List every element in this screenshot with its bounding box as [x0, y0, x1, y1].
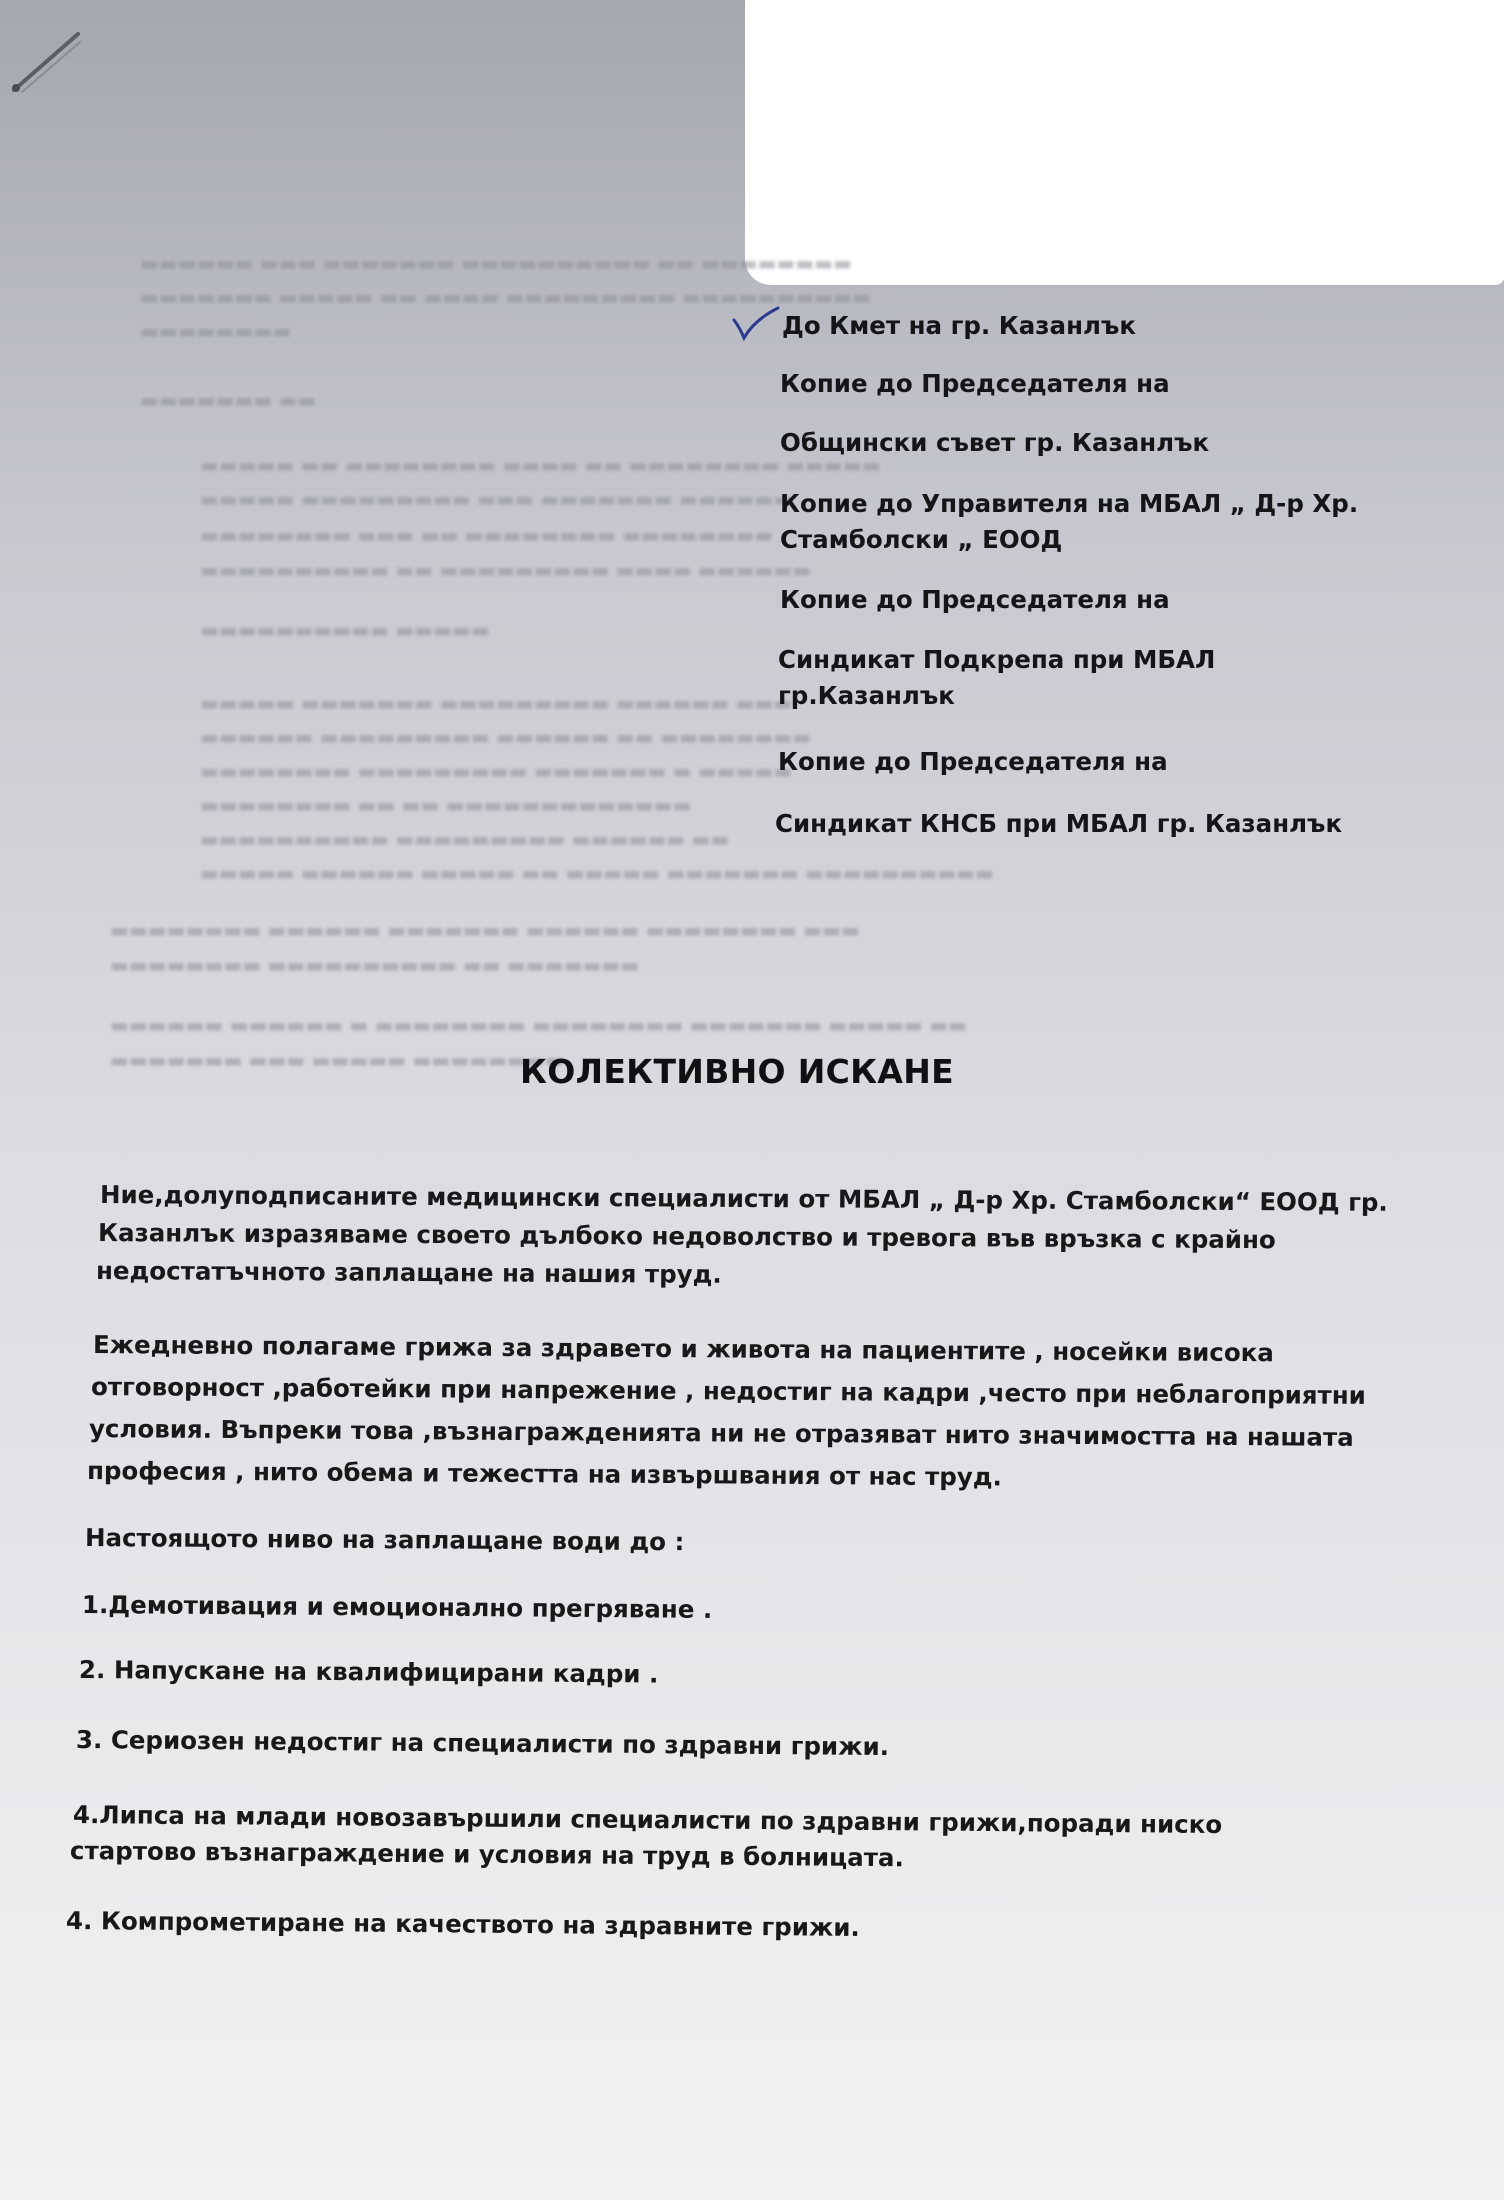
show-through-line: ▬▬▬▬▬▬▬▬ ▬▬▬▬▬▬▬▬▬ ▬▬▬▬▬▬▬ ▬ ▬▬▬▬▬	[200, 759, 793, 783]
show-through-line: ▬▬▬▬▬▬▬▬ ▬▬▬▬▬▬ ▬▬▬▬▬▬▬ ▬▬▬▬▬▬ ▬▬▬▬▬▬▬▬ ▬▬▬	[110, 918, 860, 942]
addressee-copy-4: Копие до Председателя на	[778, 747, 1168, 776]
addressee-mayor: До Кмет на гр. Казанлък	[782, 311, 1136, 340]
paragraph-1-line: недостатъчното заплащане на нашия труд.	[95, 1256, 722, 1289]
show-through-line: ▬▬▬▬▬▬▬▬ ▬▬ ▬▬ ▬▬▬▬▬▬▬▬▬▬▬▬▬	[200, 793, 692, 817]
show-through-line: ▬▬▬▬▬▬▬ ▬▬	[140, 388, 317, 412]
addressee-podkrepa: Синдикат Подкрепа при МБАЛ	[778, 645, 1216, 674]
consequence-item: 3. Сериозен недостиг на специалисти по здравни грижи.	[75, 1725, 890, 1762]
paragraph-2-line: професия , нито обема и тежестта на извършвания от нас труд.	[86, 1456, 1003, 1492]
show-through-line: ▬▬▬▬▬▬▬▬	[140, 319, 292, 343]
paragraph-1-line: Ние,долуподписаните медицински специалисти от МБАЛ „ Д-р Хр. Стамболски“ ЕООД гр.	[99, 1180, 1388, 1217]
show-through-line: ▬▬▬▬▬▬▬▬ ▬▬▬▬▬▬▬▬▬▬ ▬▬ ▬▬▬▬▬▬▬	[110, 953, 640, 977]
consequence-item: 4.Липса на млади новозавършили специалисти по здравни грижи,поради ниско	[72, 1800, 1223, 1840]
consequence-item: 2. Напускане на квалифицирани кадри .	[78, 1655, 659, 1689]
show-through-line: ▬▬▬▬▬▬ ▬▬▬▬▬▬ ▬ ▬▬▬▬▬▬▬▬ ▬▬▬▬▬▬▬▬ ▬▬▬▬▬▬▬ ▬▬▬▬▬ ▬▬	[110, 1013, 968, 1037]
addressee-knsb: Синдикат КНСБ при МБАЛ гр. Казанлък	[775, 809, 1343, 838]
show-through-line: ▬▬▬▬▬▬ ▬▬▬ ▬▬▬▬▬▬▬ ▬▬▬▬▬▬▬▬▬▬ ▬▬ ▬▬▬▬▬▬▬▬	[140, 251, 853, 275]
show-through-line: ▬▬▬▬▬ ▬▬ ▬▬▬▬▬▬▬▬ ▬▬▬▬ ▬▬ ▬▬▬▬▬▬▬▬ ▬▬▬▬▬	[200, 453, 881, 477]
show-through-line: ▬▬▬▬▬▬▬ ▬▬▬▬▬ ▬▬ ▬▬▬▬ ▬▬▬▬▬▬▬▬▬ ▬▬▬▬▬▬▬▬▬▬	[140, 285, 871, 309]
addressee-copy-2: Копие до Управителя на МБАЛ „ Д-р Хр.	[780, 489, 1359, 518]
show-through-line: ▬▬▬▬▬▬▬▬▬▬ ▬▬ ▬▬▬▬▬▬▬▬▬ ▬▬▬▬ ▬▬▬▬▬▬	[200, 558, 812, 582]
addressee-town: гр.Казанлък	[778, 681, 955, 710]
consequences-intro: Настоящото ниво на заплащане води до :	[84, 1523, 685, 1557]
show-through-line: ▬▬▬▬▬▬▬▬ ▬▬▬ ▬▬ ▬▬▬▬▬▬▬▬ ▬▬▬▬▬▬▬▬	[200, 523, 774, 547]
paragraph-2-line: отговорност ,работейки при напрежение , недостиг на кадри ,често при неблагоприятни	[90, 1372, 1366, 1410]
paperclip-icon	[8, 26, 88, 106]
show-through-line: ▬▬▬▬▬▬▬▬▬▬ ▬▬▬▬▬▬▬▬▬ ▬▬▬▬▬▬ ▬▬	[200, 827, 730, 851]
redaction-patch	[745, 0, 1504, 285]
paragraph-1-line: Казанлък изразяваме своето дълбоко недоволство и тревога във връзка с крайно	[97, 1218, 1276, 1255]
addressee-hospital: Стамболски „ ЕООД	[780, 525, 1063, 554]
show-through-line: ▬▬▬▬▬▬▬ ▬▬▬ ▬▬▬▬▬ ▬▬▬▬▬▬▬▬	[110, 1048, 564, 1072]
paragraph-2-line: Ежедневно полагаме грижа за здравето и живота на пациентите , носейки висока	[92, 1330, 1274, 1368]
document-title: КОЛЕКТИВНО ИСКАНЕ	[520, 1052, 955, 1091]
paragraph-2-line: условия. Въпреки това ,възнагражденията ни не отразяват нито значимостта на нашата	[88, 1414, 1354, 1452]
show-through-line: ▬▬▬▬▬ ▬▬▬▬▬▬ ▬▬▬▬▬ ▬▬ ▬▬▬▬▬ ▬▬▬▬▬▬▬ ▬▬▬▬▬▬▬▬▬▬	[200, 861, 995, 885]
checkmark-icon	[730, 306, 782, 342]
consequence-item: 4. Компрометиране на качеството на здравните грижи.	[65, 1906, 860, 1942]
consequence-item: 1.Демотивация и емоционално прегряване .	[81, 1590, 713, 1624]
show-through-line: ▬▬▬▬▬▬ ▬▬▬▬▬▬▬▬▬ ▬▬▬▬▬▬ ▬▬ ▬▬▬▬▬▬▬▬	[200, 725, 812, 749]
show-through-line: ▬▬▬▬▬ ▬▬▬▬▬▬▬ ▬▬▬▬▬▬▬▬▬ ▬▬▬▬▬▬ ▬▬▬	[200, 691, 793, 715]
show-through-line: ▬▬▬▬▬▬▬▬▬▬ ▬▬▬▬▬	[200, 618, 490, 642]
addressee-copy-1: Копие до Председателя на	[780, 369, 1170, 398]
addressee-council: Общински съвет гр. Казанлък	[780, 428, 1210, 457]
consequence-item-continued: стартово възнаграждение и условия на труд в болницата.	[69, 1836, 904, 1873]
addressee-copy-3: Копие до Председателя на	[780, 585, 1170, 614]
show-through-line: ▬▬▬▬▬ ▬▬▬▬▬▬▬▬▬ ▬▬▬ ▬▬▬▬▬▬▬ ▬▬▬▬▬▬	[200, 487, 793, 511]
